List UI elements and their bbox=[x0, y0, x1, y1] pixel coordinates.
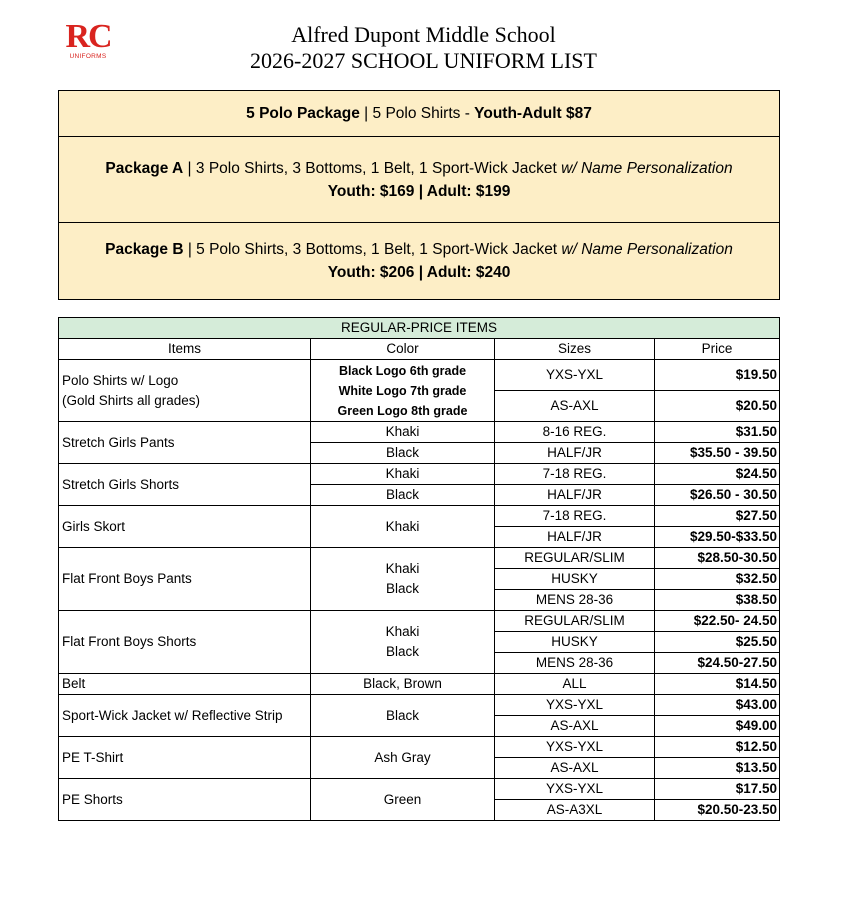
item-name: Sport-Wick Jacket w/ Reflective Strip bbox=[59, 695, 311, 737]
item-name: Flat Front Boys Pants bbox=[59, 548, 311, 611]
price-cell: $20.50-23.50 bbox=[655, 800, 780, 821]
list-title: 2026-2027 SCHOOL UNIFORM LIST bbox=[250, 48, 597, 73]
table-row bbox=[59, 779, 780, 800]
package-5-polo bbox=[59, 91, 779, 136]
size-cell: AS-AXL bbox=[495, 391, 655, 422]
package-price: Youth: $169 | Adult: $199 bbox=[327, 182, 511, 200]
price-cell: $35.50 - 39.50 bbox=[655, 443, 780, 464]
item-name: Polo Shirts w/ Logo bbox=[62, 372, 179, 388]
header-sizes: Sizes bbox=[495, 339, 655, 360]
table-title: REGULAR-PRICE ITEMS bbox=[59, 318, 780, 339]
color-cell: Khaki bbox=[311, 506, 495, 548]
color-cell: Khaki bbox=[311, 464, 495, 485]
color-cell bbox=[311, 360, 495, 422]
size-cell: HUSKY bbox=[495, 632, 655, 653]
size-cell: HALF/JR bbox=[495, 485, 655, 506]
package-b bbox=[59, 222, 779, 299]
price-cell: $20.50 bbox=[655, 391, 780, 422]
color-cell: Khaki bbox=[311, 422, 495, 443]
color-text: Khaki bbox=[385, 561, 420, 576]
package-sep: | bbox=[183, 241, 197, 258]
logo-brand-text: RC bbox=[65, 18, 111, 55]
header-price: Price bbox=[655, 339, 780, 360]
item-cell bbox=[59, 360, 311, 422]
size-cell: YXS-YXL bbox=[495, 737, 655, 758]
color-cell: Black bbox=[311, 485, 495, 506]
table-row bbox=[59, 674, 780, 695]
size-cell: YXS-YXL bbox=[495, 779, 655, 800]
color-text: Green Logo 8th grade bbox=[337, 403, 468, 418]
package-desc: 3 Polo Shirts, 3 Bottoms, 1 Belt, 1 Sport-Wick Jacket bbox=[195, 159, 562, 177]
table-row bbox=[59, 548, 780, 569]
price-cell: $32.50 bbox=[655, 569, 780, 590]
package-name: 5 Polo Package bbox=[246, 105, 360, 122]
size-cell: YXS-YXL bbox=[495, 360, 655, 391]
package-sep: | bbox=[183, 159, 196, 177]
item-note: (Gold Shirts all grades) bbox=[62, 392, 201, 408]
price-cell: $22.50- 24.50 bbox=[655, 611, 780, 632]
package-desc: 5 Polo Shirts - bbox=[372, 105, 475, 122]
package-desc: 5 Polo Shirts, 3 Bottoms, 1 Belt, 1 Sport-Wick Jacket bbox=[196, 241, 562, 258]
item-name: Flat Front Boys Shorts bbox=[59, 611, 311, 674]
package-price: Youth: $206 | Adult: $240 bbox=[327, 264, 511, 281]
header-color: Color bbox=[311, 339, 495, 360]
color-text: Black bbox=[385, 644, 419, 659]
price-cell: $24.50-27.50 bbox=[655, 653, 780, 674]
package-desc-extra: w/ Name Personalization bbox=[561, 241, 733, 258]
size-cell: HALF/JR bbox=[495, 443, 655, 464]
packages-box bbox=[58, 90, 780, 300]
item-name: PE Shorts bbox=[59, 779, 311, 821]
item-name: Stretch Girls Shorts bbox=[59, 464, 311, 506]
package-sep: | bbox=[359, 105, 373, 122]
price-cell: $43.00 bbox=[655, 695, 780, 716]
color-cell: Ash Gray bbox=[311, 737, 495, 779]
size-cell: AS-A3XL bbox=[495, 800, 655, 821]
size-cell: REGULAR/SLIM bbox=[495, 548, 655, 569]
package-name: Package B bbox=[105, 241, 184, 258]
table-row bbox=[59, 464, 780, 485]
price-cell: $27.50 bbox=[655, 506, 780, 527]
table-row bbox=[59, 611, 780, 632]
price-cell: $38.50 bbox=[655, 590, 780, 611]
package-inline-price: Youth-Adult $87 bbox=[474, 105, 592, 122]
table-header-row bbox=[59, 339, 780, 360]
size-cell: ALL bbox=[495, 674, 655, 695]
price-cell: $31.50 bbox=[655, 422, 780, 443]
size-cell: 7-18 REG. bbox=[495, 506, 655, 527]
item-name: Girls Skort bbox=[59, 506, 311, 548]
color-cell bbox=[311, 548, 495, 611]
size-cell: REGULAR/SLIM bbox=[495, 611, 655, 632]
price-cell: $12.50 bbox=[655, 737, 780, 758]
item-name: Belt bbox=[59, 674, 311, 695]
price-cell: $29.50-$33.50 bbox=[655, 527, 780, 548]
size-cell: YXS-YXL bbox=[495, 695, 655, 716]
size-cell: HUSKY bbox=[495, 569, 655, 590]
color-text: Black Logo 6th grade bbox=[338, 363, 467, 378]
table-row bbox=[59, 695, 780, 716]
color-text: Black bbox=[385, 581, 419, 596]
logo-sub-text: UNIFORMS bbox=[69, 53, 107, 60]
price-cell: $49.00 bbox=[655, 716, 780, 737]
color-cell: Black, Brown bbox=[311, 674, 495, 695]
item-name: Stretch Girls Pants bbox=[59, 422, 311, 464]
table-row bbox=[59, 422, 780, 443]
table-row bbox=[59, 506, 780, 527]
price-cell: $17.50 bbox=[655, 779, 780, 800]
price-cell: $14.50 bbox=[655, 674, 780, 695]
color-cell: Green bbox=[311, 779, 495, 821]
size-cell: MENS 28-36 bbox=[495, 590, 655, 611]
size-cell: AS-AXL bbox=[495, 716, 655, 737]
price-cell: $24.50 bbox=[655, 464, 780, 485]
table-title-row bbox=[59, 318, 780, 339]
color-cell: Black bbox=[311, 443, 495, 464]
size-cell: 7-18 REG. bbox=[495, 464, 655, 485]
package-desc-extra: w/ Name Personalization bbox=[561, 159, 733, 177]
size-cell: MENS 28-36 bbox=[495, 653, 655, 674]
school-name: Alfred Dupont Middle School bbox=[291, 22, 556, 47]
package-a bbox=[59, 136, 779, 222]
table-row bbox=[59, 360, 780, 391]
item-name: PE T-Shirt bbox=[59, 737, 311, 779]
regular-price-table bbox=[58, 317, 780, 821]
size-cell: HALF/JR bbox=[495, 527, 655, 548]
size-cell: AS-AXL bbox=[495, 758, 655, 779]
header-items: Items bbox=[59, 339, 311, 360]
color-text: White Logo 7th grade bbox=[338, 383, 467, 398]
size-cell: 8-16 REG. bbox=[495, 422, 655, 443]
price-cell: $19.50 bbox=[655, 360, 780, 391]
price-cell: $13.50 bbox=[655, 758, 780, 779]
package-name: Package A bbox=[105, 159, 184, 177]
color-text: Khaki bbox=[385, 624, 420, 639]
color-cell: Black bbox=[311, 695, 495, 737]
price-cell: $26.50 - 30.50 bbox=[655, 485, 780, 506]
price-cell: $28.50-30.50 bbox=[655, 548, 780, 569]
price-cell: $25.50 bbox=[655, 632, 780, 653]
table-row bbox=[59, 737, 780, 758]
color-cell bbox=[311, 611, 495, 674]
